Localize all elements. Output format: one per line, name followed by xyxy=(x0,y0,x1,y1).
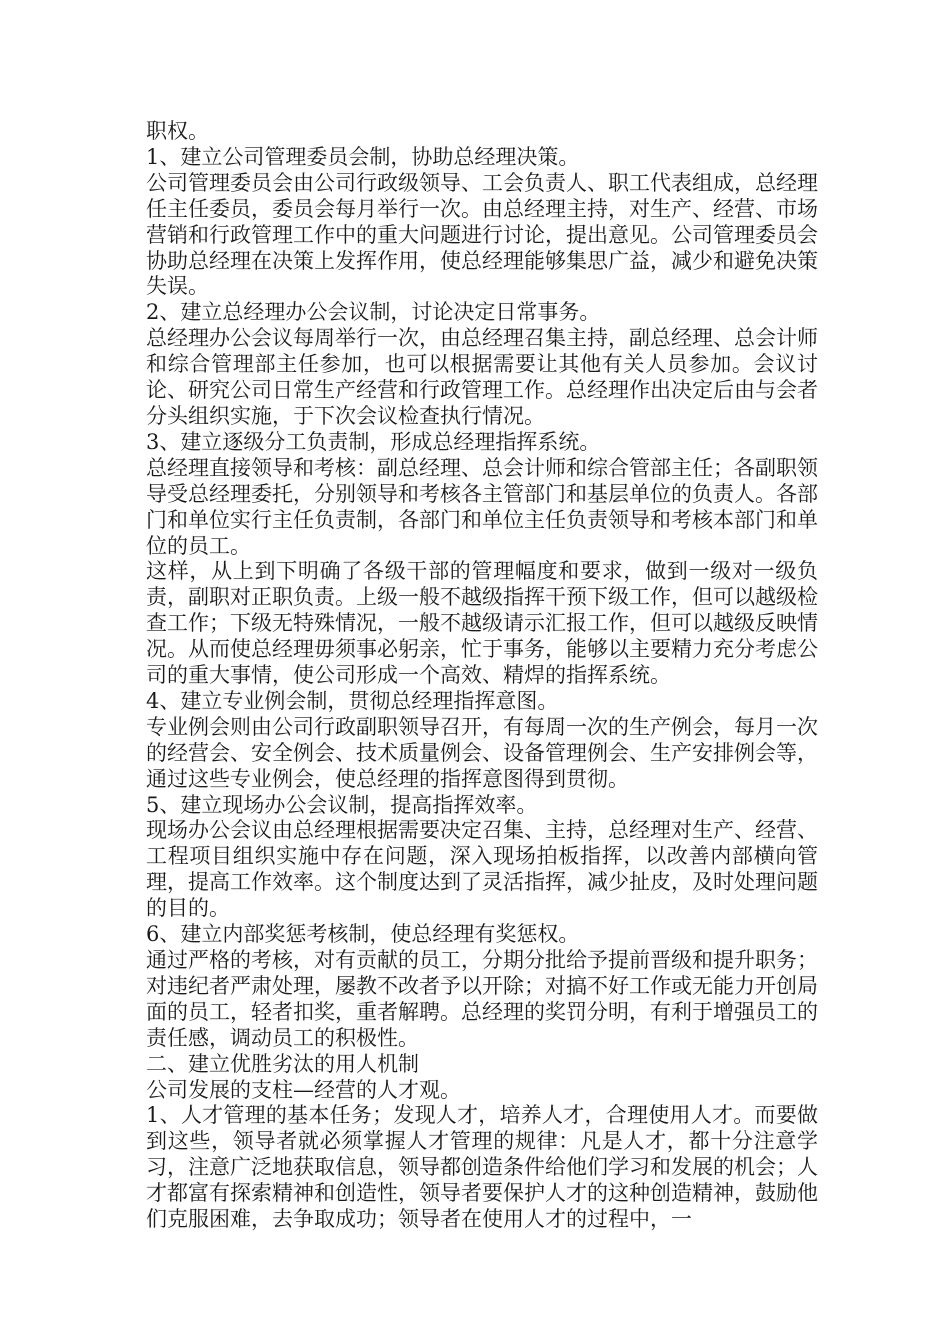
paragraph: 现场办公会议由总经理根据需要决定召集、主持，总经理对生产、经营、工程项目组织实施中存在问题，深入现场拍板指挥，以改善内部横向管理，提高工作效率。这个制度达到了灵活指挥，减少扯皮，及时处理问题的目的。 xyxy=(146,818,818,921)
paragraph: 总经理直接领导和考核：副总经理、总会计师和综合管部主任；各副职领导受总经理委托，分别领导和考核各主管部门和基层单位的负责人。各部门和单位实行主任负责制，各部门和单位主任负责领导和考核本部门和单位的员工。 xyxy=(146,455,818,558)
section-heading: 3、建立逐级分工负责制，形成总经理指挥系统。 xyxy=(146,429,601,454)
paragraph: 总经理办公会议每周举行一次，由总经理召集主持，副总经理、总会计师和综合管理部主任参加，也可以根据需要让其他有关人员参加。会议讨论、研究公司日常生产经营和行政管理工作。总经理作出决定后由与会者分头组织实施，于下次会议检查执行情况。 xyxy=(146,326,818,428)
section-heading: 1、建立公司管理委员会制，协助总经理决策。 xyxy=(146,144,580,169)
section-heading: 2、建立总经理办公会议制，讨论决定日常事务。 xyxy=(146,300,601,325)
paragraph: 公司管理委员会由公司行政级领导、工会负责人、职工代表组成，总经理任主任委员，委员会每月举行一次。由总经理主持，对生产、经营、市场营销和行政管理工作中的重大问题进行讨论，提出意见。公司管理委员会协助总经理在决策上发挥作用，使总经理能够集思广益，减少和避免决策失误。 xyxy=(146,170,818,299)
paragraph: 公司发展的支柱—经营的人才观。 xyxy=(146,1077,461,1102)
section-heading: 4、建立专业例会制，贯彻总经理指挥意图。 xyxy=(146,688,559,713)
paragraph: 1、人才管理的基本任务；发现人才，培养人才，合理使用人才。而要做到这些，领导者就必须掌握人才管理的规律：凡是人才，都十分注意学习，注意广泛地获取信息，领导都创造条件给他们学习和发展的机会；人才都富有探索精神和创造性，领导者要保护人才的这种创造精神，鼓励他们克服困难，去争取成功；领导者在使用人才的过程中，一 xyxy=(146,1103,818,1232)
paragraph: 职权。 xyxy=(146,119,209,143)
document-body xyxy=(146,119,818,1233)
chapter-heading: 二、建立优胜劣汰的用人机制 xyxy=(146,1051,419,1076)
paragraph: 专业例会则由公司行政副职领导召开，有每周一次的生产例会，每月一次的经营会、安全例会、技术质量例会、设备管理例会、生产安排例会等，通过这些专业例会，使总经理的指挥意图得到贯彻。 xyxy=(146,714,818,791)
paragraph: 通过严格的考核，对有贡献的员工，分期分批给予提前晋级和提升职务；对违纪者严肃处理，屡教不改者予以开除；对搞不好工作或无能力开创局面的员工，轻者扣奖，重者解聘。总经理的奖罚分明，有利于增强员工的责任感，调动员工的积极性。 xyxy=(146,948,818,1050)
paragraph: 这样，从上到下明确了各级干部的管理幅度和要求，做到一级对一级负责，副职对正职负责。上级一般不越级指挥干预下级工作，但可以越级检查工作；下级无特殊情况，一般不越级请示汇报工作，但可以越级反映情况。从而使总经理毋须事必躬亲，忙于事务，能够以主要精力充分考虑公司的重大事情，使公司形成一个高效、精焊的指挥系统。 xyxy=(146,559,818,688)
section-heading: 6、建立内部奖惩考核制，使总经理有奖惩权。 xyxy=(146,922,580,947)
section-heading: 5、建立现场办公会议制，提高指挥效率。 xyxy=(146,792,538,817)
